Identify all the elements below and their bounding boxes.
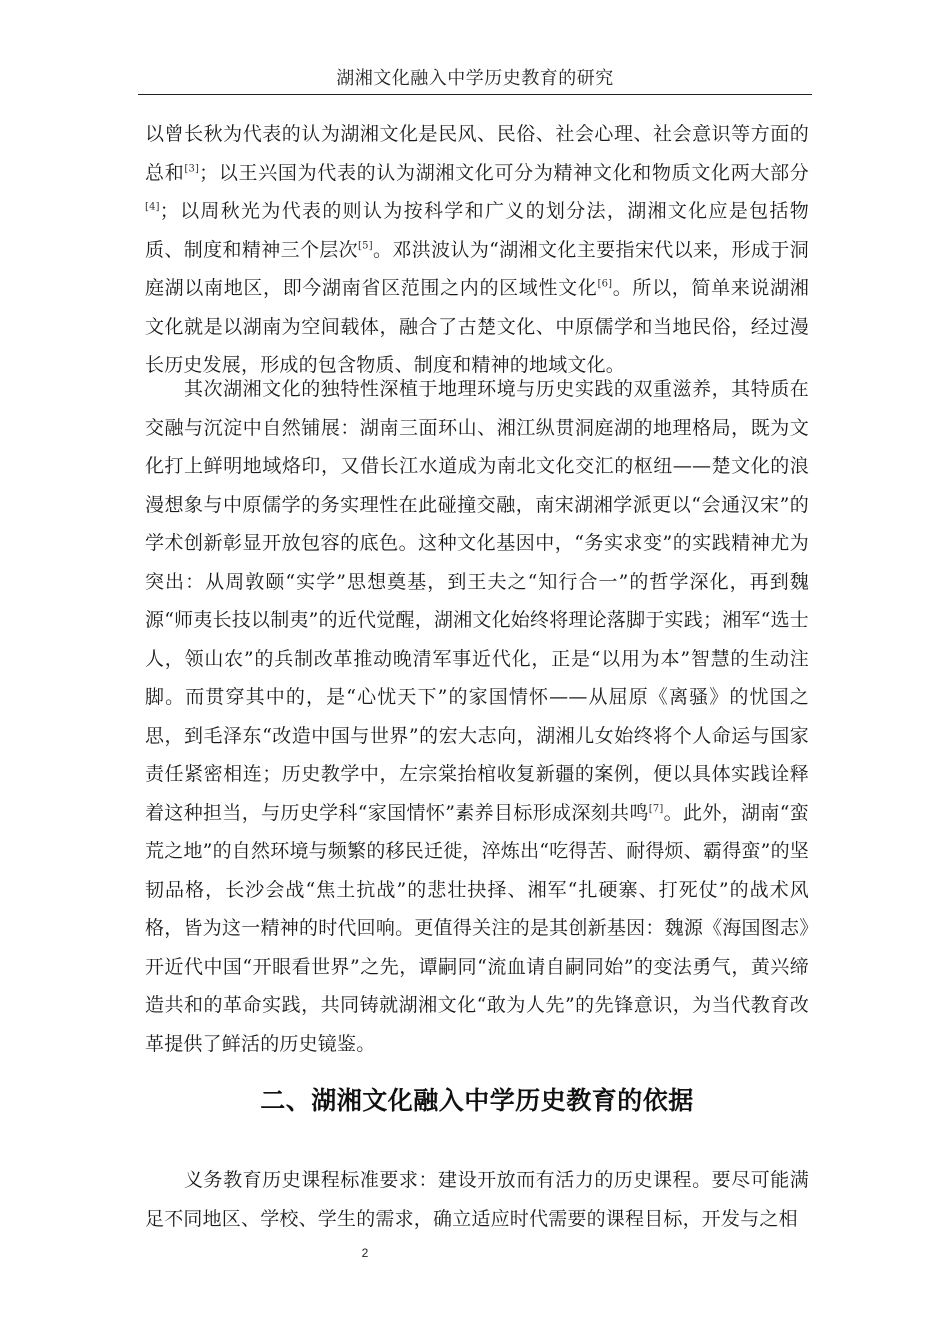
citation-ref: [6] — [597, 278, 613, 290]
page-number: 2 — [361, 1246, 369, 1260]
paragraph-text: 以曾长秋为代表的认为湖湘文化是民风、民俗、社会心理、社会意识等方面的总和 — [145, 123, 809, 184]
running-header-title: 湖湘文化融入中学历史教育的研究 — [336, 68, 614, 89]
paragraph-text: ；以王兴国为代表的认为湖湘文化可分为精神文化和物质文化两大部分 — [199, 161, 810, 184]
paragraph-text: 。所以，简单来说湖湘文化就是以湖南为空间载体，融合了古楚文化、中原儒学和当地民俗，经过漫长历史发展，形成的包含物质、制度和精神的地域文化。 — [145, 277, 809, 376]
paragraph-text: 义务教育历史课程标准要求：建设开放而有活力的历史课程。要尽可能满足不同地区、学校、学生的需求，确立适应时代需要的课程目标，开发与之相 — [145, 1169, 809, 1230]
paragraph-text: ；以周秋光为代表的则认为按科学和广义的划分法，湖湘文化应是包括物质、制度和精神三个层次 — [145, 200, 809, 261]
citation-ref: [3] — [184, 163, 200, 175]
paragraph-curriculum-standard — [145, 1161, 809, 1238]
citation-ref: [4] — [145, 201, 160, 213]
paragraph-definitions — [145, 115, 809, 385]
paragraph-characteristics — [145, 370, 809, 1063]
header-divider — [138, 94, 812, 95]
citation-ref: [7] — [648, 803, 664, 815]
citation-ref: [5] — [358, 240, 373, 252]
paragraph-text: 。此外，湖南“蛮荒之地”的自然环境与频繁的移民迁徙，淬炼出“吃得苦、耐得烦、霸得蛮”的坚韧品格，长沙会战“焦土抗战”的悲壮抉择、湘军“扎硬寨、打死仗”的战术风格，皆为这一精神的时代回响。更值得关注的是其创新基因：魏源《海国图志》开近代中国“开眼看世界”之先，谭嗣同“流血请自嗣同始”的变法勇气，黄兴缔造共和的革命实践，共同铸就湖湘文化“敢为人先”的先锋意识，为当代教育改革提供了鲜活的历史镜鉴。 — [145, 801, 809, 1055]
paragraph-text: 其次湖湘文化的独特性深植于地理环境与历史实践的双重滋养，其特质在交融与沉淀中自然铺展：湖南三面环山、湘江纵贯洞庭湖的地理格局，既为文化打上鲜明地域烙印，又借长江水道成为南北文化交汇的枢纽——楚文化的浪漫想象与中原儒学的务实理性在此碰撞交融，南宋湖湘学派更以“会通汉宋”的学术创新彰显开放包容的底色。这种文化基因中，“务实求变”的实践精神尤为突出：从周敦颐“实学”思想奠基，到王夫之“知行合一”的哲学深化，再到魏源“师夷长技以制夷”的近代觉醒，湖湘文化始终将理论落脚于实践；湘军“选士人，领山农”的兵制改革推动晚清军事近代化，正是“以用为本”智慧的生动注脚。而贯穿其中的，是“心忧天下”的家国情怀——从屈原《离骚》的忧国之思，到毛泽东“改造中国与世界”的宏大志向，湖湘儿女始终将个人命运与国家责任紧密相连；历史教学中，左宗棠抬棺收复新疆的案例，便以具体实践诠释着这种担当，与历史学科“家国情怀”素养目标形成深刻共鸣 — [145, 378, 809, 824]
paragraph-text: 。邓洪波认为“湖湘文化主要指宋代以来，形成于洞庭湖以南地区，即今湖南省区范围之内的区域性文化 — [145, 238, 809, 299]
section-heading: 二、湖湘文化融入中学历史教育的依据 — [260, 1086, 694, 1115]
